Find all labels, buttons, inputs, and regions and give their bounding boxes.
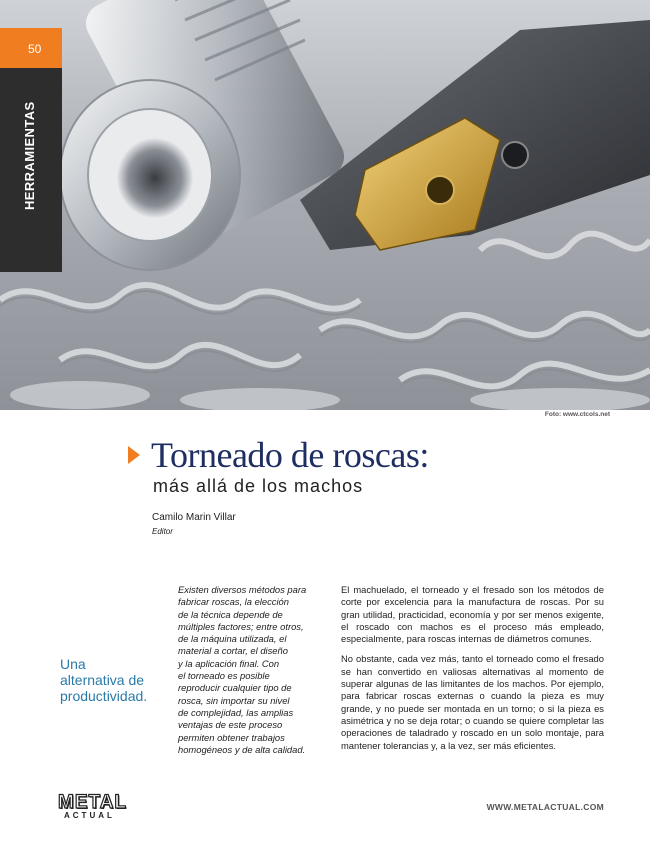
photo-credit: Foto: www.ctcols.net	[544, 411, 610, 418]
hero-photo-illustration	[0, 0, 650, 410]
body-paragraph: El machuelado, el torneado y el fresado son los métodos de corte por excelencia para la manufactura de roscas. Por su gran utilidad, practicidad, economía y por ser menos exigente, el roscado con machos es el proceso más empleado, especialmente, para roscas internas de diámetros comunes.	[341, 584, 604, 645]
intro-line: ventajas de este proceso	[178, 719, 283, 731]
intro-line: fabricar roscas, la elección	[178, 596, 289, 608]
page-number: 50	[28, 42, 42, 56]
author-name: Camilo Marin Villar	[152, 512, 236, 523]
intro-line: múltiples factores; entre otros,	[178, 620, 304, 632]
pull-quote	[60, 656, 170, 704]
intro-line: de la máquina utilizada, el	[178, 633, 287, 645]
intro-line: Existen diversos métodos para	[178, 584, 307, 595]
page-number-badge	[0, 28, 62, 68]
magazine-logo	[58, 792, 142, 824]
article-title: Torneado de roscas:	[151, 435, 429, 475]
hero-photo	[0, 0, 650, 410]
intro-line: permiten obtener trabajos	[178, 731, 285, 743]
author-role: Editor	[152, 527, 173, 536]
pull-quote-line: Una	[60, 656, 86, 672]
intro-line: homogéneos y de alta calidad.	[178, 743, 306, 755]
intro-column	[178, 584, 328, 756]
title-arrow-icon	[128, 446, 140, 464]
intro-line: reproducir cualquier tipo de	[178, 682, 292, 694]
intro-line: rosca, sin importar su nivel	[178, 694, 290, 706]
pull-quote-line: productividad.	[60, 688, 148, 704]
body-column	[341, 584, 604, 760]
article-subtitle: más allá de los machos	[153, 476, 364, 496]
pull-quote-line: alternativa de	[60, 672, 145, 688]
intro-line: material a cortar, el diseño	[178, 645, 288, 657]
intro-line: el torneado es posible	[178, 670, 270, 682]
intro-line: de complejidad, las amplias	[178, 706, 294, 718]
body-paragraph: No obstante, cada vez más, tanto el torneado como el fresado se han convertido en valiosas alternativas al momento de superar algunas de las limitantes de los machos. Por ejemplo, para fabricar roscas externas o cuando la pieza es muy grande, y no puede ser montada en un torno; o si la pieza es asimétrica y no se deja rotar; o cuando se quiere completar las operaciones de taladrado y roscado en un solo montaje, para mantener tolerancias y, a la vez, ser más eficientes.	[341, 653, 604, 751]
logo-wordmark: METAL	[58, 792, 128, 813]
intro-line: de la técnica depende de	[178, 608, 283, 620]
website-url: WWW.METALACTUAL.COM	[486, 802, 604, 812]
intro-line: y la aplicación final. Con	[178, 657, 280, 669]
logo-subline: ACTUAL	[64, 811, 115, 820]
section-label: HERRAMIENTAS	[22, 101, 37, 210]
